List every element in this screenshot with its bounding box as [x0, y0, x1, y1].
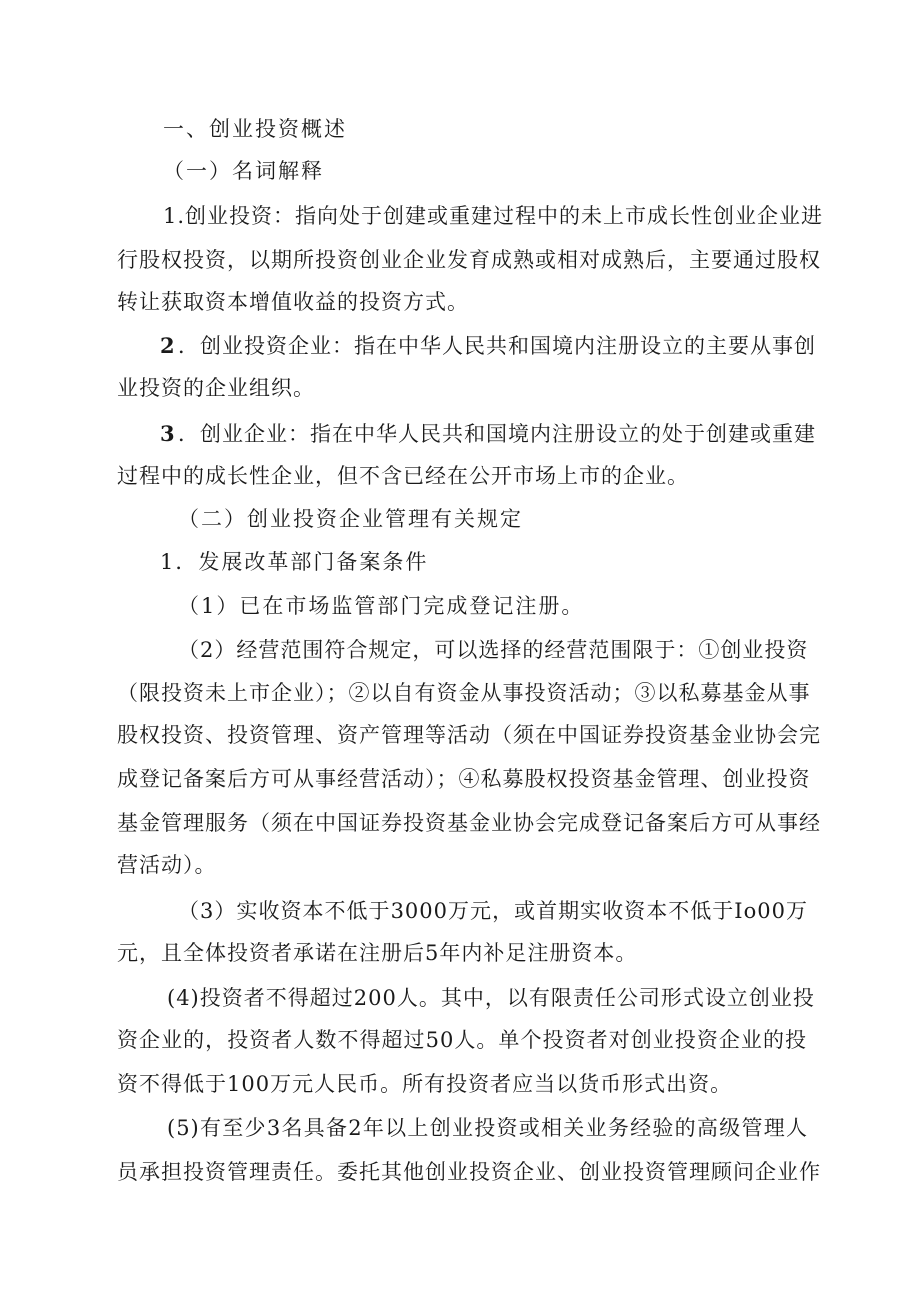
definition-2-line-1: ．创业投资企业：指在中华人民共和国境内注册设立的主要从事创	[178, 334, 816, 358]
definition-2-num: 2	[160, 333, 176, 358]
condition-3-line-2: 元，且全体投资者承诺在注册后5年内补足注册资本。	[117, 941, 638, 965]
condition-1: （1）已在市场监管部门完成登记注册。	[178, 594, 585, 618]
condition-2-line-3: 股权投资、投资管理、资产管理等活动（须在中国证券投资基金业协会完	[117, 723, 821, 747]
condition-4-line-2: 资企业的，投资者人数不得超过50人。单个投资者对创业投资企业的投	[117, 1028, 807, 1052]
definition-1-line-1: 1.创业投资：指向处于创建或重建过程中的未上市成长性创业企业进	[163, 204, 824, 228]
definition-3-num: 3	[160, 421, 176, 446]
definition-1-line-3: 转让获取资本增值收益的投资方式。	[117, 290, 469, 314]
sub-heading-regulations: （二）创业投资企业管理有关规定	[178, 507, 523, 531]
condition-2-line-4: 成登记备案后方可从事经营活动）；④私募股权投资基金管理、创业投资	[117, 767, 811, 791]
condition-3-line-1: （3）实收资本不低于3000万元，或首期实收资本不低于Io00万	[178, 899, 808, 923]
definition-3-line-2: 过程中的成长性企业，但不含已经在公开市场上市的企业。	[117, 464, 689, 488]
definition-2-line-2: 业投资的企业组织。	[117, 376, 315, 400]
condition-2-line-2: （限投资未上市企业）；②以自有资金从事投资活动；③以私募基金从事	[117, 681, 811, 705]
sub-heading-terms: （一）名词解释	[163, 159, 324, 183]
condition-2-line-6: 营活动）。	[117, 853, 217, 877]
condition-5-line-1: (5)有至少3名具备2年以上创业投资或相关业务经验的高级管理人	[167, 1116, 808, 1140]
definition-1-line-2: 行股权投资，以期所投资创业企业发育成熟或相对成熟后，主要通过股权	[117, 248, 821, 272]
condition-4-line-3: 资不得低于100万元人民币。所有投资者应当以货币形式出资。	[117, 1072, 733, 1096]
item-1-heading: 1．发展改革部门备案条件	[160, 550, 429, 574]
condition-2-line-5: 基金管理服务（须在中国证券投资基金业协会完成登记备案后方可从事经	[117, 811, 821, 835]
condition-2-line-1: （2）经营范围符合规定，可以选择的经营范围限于：①创业投资	[178, 638, 809, 662]
condition-4-line-1: (4)投资者不得超过200人。其中，以有限责任公司形式设立创业投	[167, 986, 815, 1010]
definition-2-number	[160, 332, 176, 360]
condition-5-line-2: 员承担投资管理责任。委托其他创业投资企业、创业投资管理顾问企业作	[117, 1160, 821, 1184]
definition-3-number	[160, 420, 176, 448]
section-heading: 一、创业投资概述	[163, 117, 347, 141]
definition-3-line-1: ．创业企业：指在中华人民共和国境内注册设立的处于创建或重建	[178, 422, 816, 446]
